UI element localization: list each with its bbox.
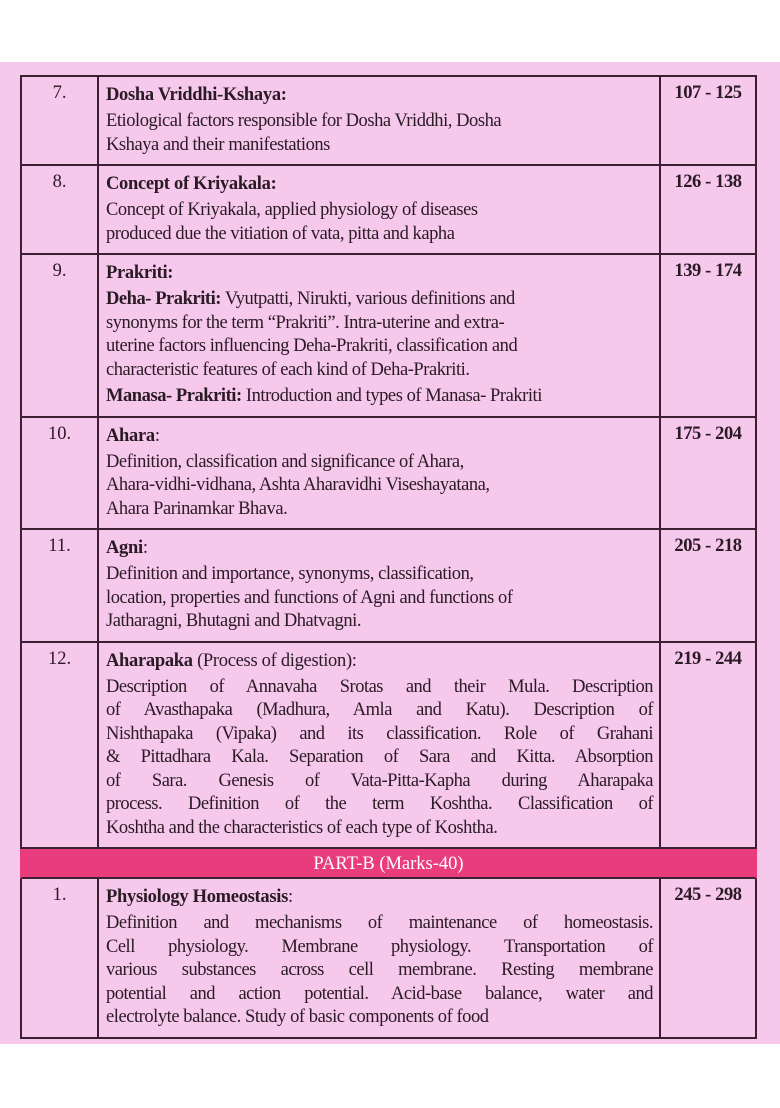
description-text: Cell physiology. Membrane physiology. Transportation of <box>106 936 653 957</box>
item-content <box>99 643 661 848</box>
description-line <box>106 110 653 134</box>
item-content <box>99 255 661 416</box>
description-text: various substances across cell membrane. Resting membrane <box>106 960 653 980</box>
table-row <box>20 643 757 850</box>
description-line <box>106 498 653 522</box>
description-text: of Sara. Genesis of Vata-Pitta-Kapha during Aharapaka <box>106 770 653 791</box>
description-line <box>106 288 653 312</box>
description-text: Description of Annavaha Srotas and their Mula. Description <box>106 676 653 697</box>
description-line <box>106 912 653 936</box>
item-number: 10. <box>22 418 99 529</box>
description-text: Vyutpatti, Nirukti, various definitions and <box>221 289 515 309</box>
description-text: uterine factors influencing Deha-Prakriti, classification and <box>106 336 518 356</box>
item-title: Physiology Homeostasis <box>106 887 289 907</box>
description-text: & Pittadhara Kala. Separation of Sara and Kitta. Absorption <box>106 747 653 767</box>
part-b-header: PART-B (Marks-40) <box>20 849 757 879</box>
table-row <box>20 77 757 166</box>
table-row <box>20 166 757 255</box>
description-text: Definition and importance, synonyms, classification, <box>106 564 474 584</box>
description-text: Etiological factors responsible for Dosha Vriddhi, Dosha <box>106 111 502 131</box>
item-description <box>106 288 653 382</box>
syllabus-contents-table <box>20 75 757 1039</box>
description-line <box>106 610 653 634</box>
description-text: process. Definition of the term Koshtha. Classification of <box>106 794 653 814</box>
description-line <box>106 793 653 817</box>
description-line <box>106 223 653 247</box>
item-title: Aharapaka <box>106 650 193 671</box>
item-description <box>106 676 653 841</box>
item-description <box>106 110 653 157</box>
item-title-suffix: (Process of digestion): <box>192 650 357 671</box>
description-text: synonyms for the term “Prakriti”. Intra-uterine and extra- <box>106 312 505 333</box>
description-line <box>106 936 653 960</box>
page-range: 219 - 244 <box>674 648 742 669</box>
item-title-line <box>106 261 653 285</box>
item-content <box>99 418 661 529</box>
description-line <box>106 359 653 383</box>
item-title-line <box>106 424 653 448</box>
description-line <box>106 199 653 223</box>
description-line <box>106 587 653 611</box>
item-description <box>106 451 653 522</box>
description-text: Nishthapaka (Vipaka) and its classification. Role of Grahani <box>106 723 653 744</box>
item-number: 9. <box>22 255 99 416</box>
description-line <box>106 746 653 770</box>
item-title-line <box>106 649 653 673</box>
item-number: 7. <box>22 77 99 164</box>
page-range: 139 - 174 <box>674 261 742 281</box>
item-title-line <box>106 172 653 196</box>
item-title-line <box>106 885 653 909</box>
item-number: 8. <box>22 166 99 253</box>
item-title-suffix: : <box>154 425 160 446</box>
description-text: Jatharagni, Bhutagni and Dhatvagni. <box>106 611 362 631</box>
item-title-line <box>106 536 653 560</box>
page-range: 245 - 298 <box>674 885 742 905</box>
item-content <box>99 166 661 253</box>
description-line <box>106 676 653 700</box>
table-row <box>20 530 757 643</box>
description-text: Koshtha and the characteristics of each type of Koshtha. <box>106 817 498 838</box>
table-row <box>20 879 757 1039</box>
description-bold-lead: Manasa- Prakriti: <box>106 386 242 406</box>
item-description <box>106 385 653 409</box>
item-description <box>106 912 653 1030</box>
description-line <box>106 959 653 983</box>
item-description <box>106 563 653 634</box>
item-number: 1. <box>22 879 99 1037</box>
table-row <box>20 418 757 531</box>
description-line <box>106 1006 653 1030</box>
description-text: Definition, classification and significance of Ahara, <box>106 451 464 472</box>
description-line <box>106 817 653 841</box>
item-title: Concept of Kriyakala: <box>106 174 277 194</box>
description-text: characteristic features of each kind of Deha-Prakriti. <box>106 359 470 380</box>
description-text: location, properties and functions of Agni and functions of <box>106 587 513 608</box>
item-number: 11. <box>22 530 99 641</box>
table-row <box>20 255 757 418</box>
item-number: 12. <box>22 643 99 848</box>
item-title-suffix: : <box>142 538 148 558</box>
item-title-suffix: : <box>288 887 293 907</box>
description-line <box>106 385 653 409</box>
description-text: of Avasthapaka (Madhura, Amla and Katu). Description of <box>106 700 653 720</box>
item-title: Ahara <box>106 425 155 446</box>
description-line <box>106 474 653 498</box>
item-content <box>99 530 661 641</box>
description-line <box>106 723 653 747</box>
description-text: electrolyte balance. Study of basic components of food <box>106 1007 489 1027</box>
item-description <box>106 199 653 246</box>
description-line <box>106 312 653 336</box>
item-title: Prakriti: <box>106 263 174 283</box>
description-line <box>106 451 653 475</box>
item-title: Dosha Vriddhi-Kshaya: <box>106 85 287 105</box>
description-text: Definition and mechanisms of maintenance of homeostasis. <box>106 913 653 933</box>
description-text: potential and action potential. Acid-base balance, water and <box>106 983 653 1004</box>
description-text: Kshaya and their manifestations <box>106 134 330 155</box>
description-text: Ahara Parinamkar Bhava. <box>106 498 288 519</box>
description-text: Concept of Kriyakala, applied physiology of diseases <box>106 200 478 220</box>
description-line <box>106 563 653 587</box>
description-line <box>106 770 653 794</box>
item-title: Agni <box>106 538 143 558</box>
page-range: 175 - 204 <box>674 423 742 444</box>
description-line <box>106 983 653 1007</box>
item-title-line <box>106 83 653 107</box>
description-line <box>106 335 653 359</box>
item-content <box>99 77 661 164</box>
description-text: Ahara-vidhi-vidhana, Ashta Aharavidhi Viseshayatana, <box>106 475 490 495</box>
page-range: 107 - 125 <box>674 83 742 103</box>
page-range: 205 - 218 <box>674 536 742 556</box>
item-content <box>99 879 661 1037</box>
description-line <box>106 134 653 158</box>
description-bold-lead: Deha- Prakriti: <box>106 289 222 309</box>
page-range: 126 - 138 <box>674 172 742 192</box>
description-text: produced due the vitiation of vata, pitta and kapha <box>106 223 455 244</box>
description-line <box>106 699 653 723</box>
description-text: Introduction and types of Manasa- Prakriti <box>241 386 542 406</box>
